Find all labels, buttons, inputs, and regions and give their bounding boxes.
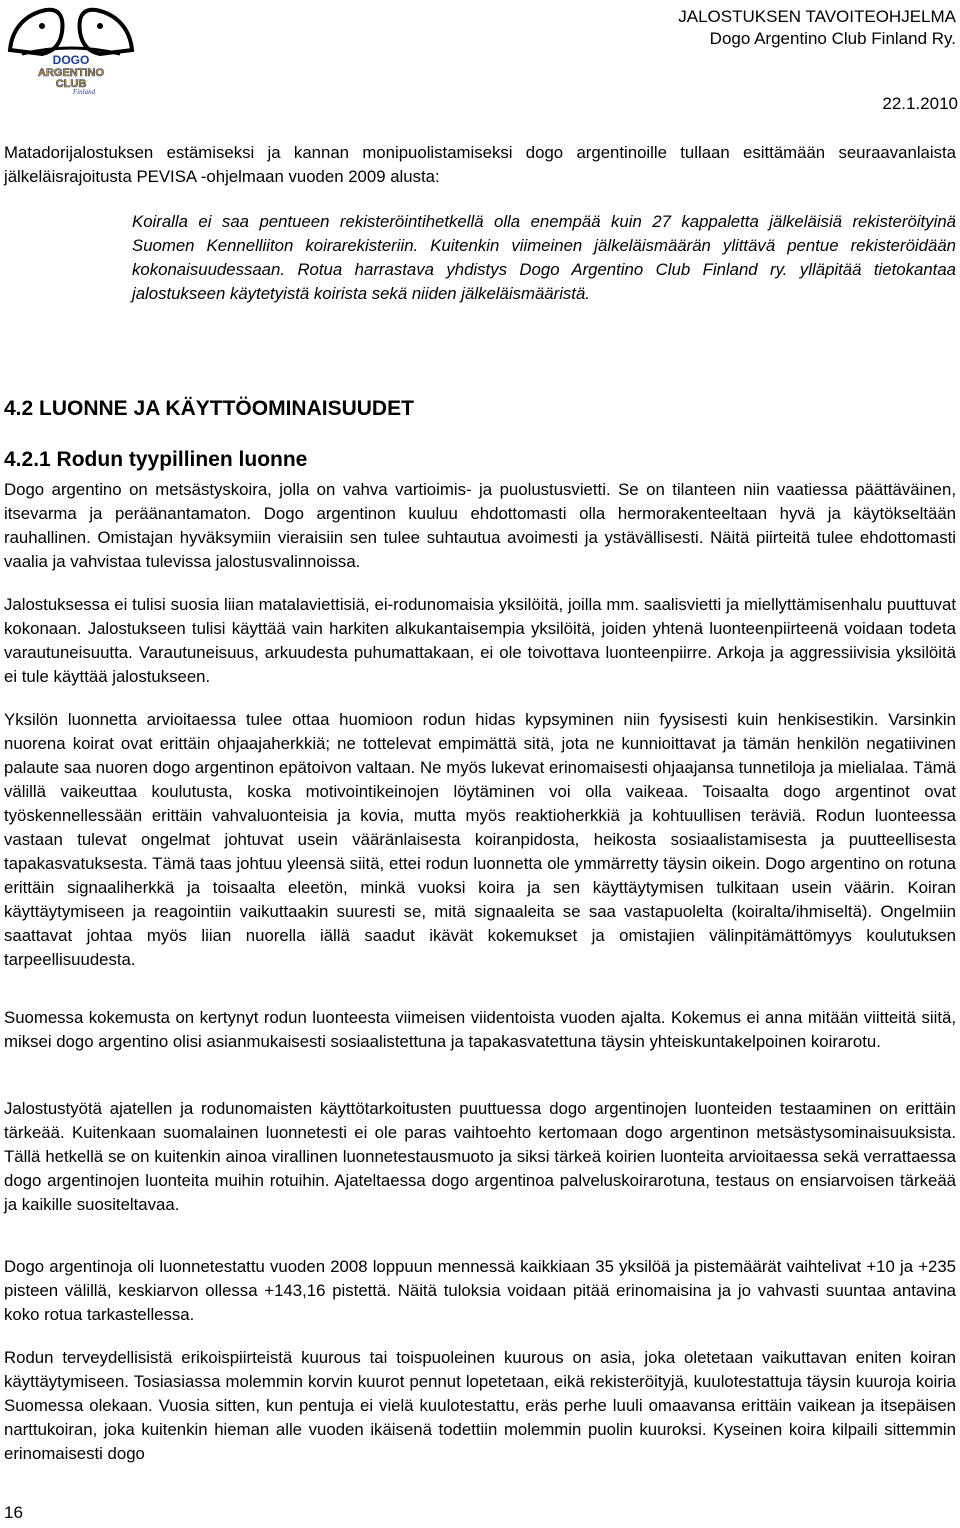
organization-name: Dogo Argentino Club Finland Ry.	[709, 29, 956, 48]
logo-text-argentino: ARGENTINO	[38, 67, 104, 79]
intro-paragraph: Matadorijalostuksen estämiseksi ja kannan monipuolistamiseksi dogo argentinoille tullaan esittämään seuraavanlaista jälkeläisrajoitusta PEVISA -ohjelmaan vuoden 2009 alusta:	[4, 143, 956, 186]
logo-text-club: CLUB	[55, 78, 87, 90]
body-paragraph: Yksilön luonnetta arvioitaessa tulee ottaa huomioon rodun hidas kypsyminen niin fyysisesti kuin henkisestikin. Varsinkin nuorena koirat ovat erittäin ohjaajaherkkiä; ne tottelevat empimättä sitä, jota ne kunnioittavat ja tämän henkilön negatiivinen palaute saa nuoren dogo argentinon epätoivon valtaan. Ne myös lukevat erinomaisesti ohjaajansa tunnetiloja ja mielialaa. Tämä välillä vaikeuttaa koulutusta, koska motivointikeinojen löytäminen voi olla vaikeaa. Toisaalta dogo argentinot ovat työskennellessään erittäin vahvaluonteisia ja kovia, mutta myös reaktioherkkiä ja kohtuullisen teräviä. Rodun luonteessa vastaan tulevat ongelmat johtuvat usein vääränlaisesta koiranpidosta, heikosta sosiaalistamisesta ja puutteellisesta tapakasvatuksesta. Tämä taas johtuu yleensä siitä, ettei rodun luonnetta ole ymmärretty täysin oikein. Dogo argentino on rotuna erittäin signaaliherkkä ja toisaalta eleetön, minkä vuoksi koira ja sen käyttäytymisen tulkitaan usein väärin. Koiran käyttäytymiseen ja reagointiin vaikuttaakin suuresti se, mitä signaaleita se saa vastapuolelta (koiralta/ihmiseltä). Ongelmiin saattavat johtaa myös liian nuorella iällä saadut ikävät kokemukset ja omistajien välinpitämättömyys koulutuksen tarpeellisuudesta.	[4, 710, 956, 969]
document-date: 22.1.2010	[882, 94, 958, 113]
body-paragraph: Dogo argentino on metsästyskoira, jolla on vahva vartioimis- ja puolustusvietti. Se on tilanteen niin vaatiessa päättäväinen, itsevarma ja peräänantamaton. Dogo argentinon kuuluu ehdottomasti olla hermorakenteeltaan hyvä ja käytökseltään rauhallinen. Omistajan hyväksymiin vieraisiin sen tulee suhtautua avoimesti ja ystävällisesti. Näitä piirteitä tulee ehdottomasti vaalia ja vahvistaa tulevissa jalostusvalinnoissa.	[4, 480, 956, 571]
body-paragraph: Dogo argentinoja oli luonnetestattu vuoden 2008 loppuun mennessä kaikkiaan 35 yksilöä ja pistemäärät vaihtelivat +10 ja +235 pisteen välillä, keskiarvon ollessa +143,16 pistettä. Näitä tuloksia voidaan pitää erinomaisina ja jo vahvasti suuntaa antavina koko rotua tarkastellessa.	[4, 1257, 956, 1324]
logo-text-finland: Finland	[72, 88, 96, 94]
document-header	[678, 6, 956, 50]
pevisa-rule-quote: Koiralla ei saa pentueen rekisteröintihetkellä olla enempää kuin 27 kappaletta jälkeläisiä rekisteröityinä Suomen Kennelliiton koirarekisteriin. Kuitenkin viimeinen jälkeläismäärän ylittävä pentue rekisteröidään kokonaisuudessaan. Rotua harrastava yhdistys Dogo Argentino Club Finland ry. ylläpitää tietokantaa jalostukseen käytetyistä koirista sekä niiden jälkeläismääristä.	[132, 212, 956, 303]
logo-text-dogo: DOGO	[52, 53, 90, 67]
page-number: 16	[4, 1503, 23, 1522]
body-paragraph: Jalostuksessa ei tulisi suosia liian matalaviettisiä, ei-rodunomaisia yksilöitä, joilla mm. saalisvietti ja miellyttämisenhalu puuttuvat kokonaan. Jalostukseen tulisi käyttää vain harkiten alkukantaisempia yksilöitä, joiden yhtenä luonteenpiirteenä voidaan todeta varautuneisuutta. Varautuneisuus, arkuudesta puhumattakaan, ei ole toivottava luonteenpiirre. Arkoja ja aggressiivisia yksilöitä ei tule käyttää jalostukseen.	[4, 595, 956, 686]
section-heading: 4.2 LUONNE JA KÄYTTÖOMINAISUUDET	[4, 397, 414, 420]
subsection-heading: 4.2.1 Rodun tyypillinen luonne	[4, 448, 308, 471]
body-paragraph: Suomessa kokemusta on kertynyt rodun luonteesta viimeisen viidentoista vuoden ajalta. Kokemus ei anna mitään viitteitä siitä, miksei dogo argentino olisi asianmukaisesti sosiaalistettuna ja tapakasvatettuna täysin yhteiskuntakelpoinen koirarotu.	[4, 1008, 956, 1051]
body-paragraph: Rodun terveydellisistä erikoispiirteistä kuurous tai toispuoleinen kuurous on asia, joka oletetaan vaikuttavan eniten koiran käyttäytymiseen. Tosiasiassa molemmin korvin kuurot pennut lopetetaan, eikä rekisteröityjä, kuulotestattuja täysin kuuroja koiria Suomessa olekaan. Vuosia sitten, kun pentuja ei vielä kuulotestattu, eräs perhe luuli omaavansa erittäin vaikean ja itsepäisen narttukoiran, joka kuitenkin hieman alle vuoden ikäisenä todettiin molemmin puolin kuuroksi. Kyseinen koira kilpaili sittemmin erinomaisesti dogo	[4, 1348, 956, 1463]
club-logo	[2, 2, 140, 94]
document-title: JALOSTUKSEN TAVOITEOHJELMA	[678, 7, 956, 26]
body-paragraph: Jalostustyötä ajatellen ja rodunomaisten käyttötarkoitusten puuttuessa dogo argentinojen luonteiden testaaminen on erittäin tärkeää. Kuitenkaan suomalainen luonnetesti ei ole paras vaihtoehto kertomaan dogo argentinon metsästysominaisuuksista. Tällä hetkellä se on kuitenkin ainoa virallinen luonnetestausmuoto ja siksi tärkeä koirien luonteita arvioitaessa sekä verrattaessa dogo argentinojen luonteita muihin rotuihin. Ajateltaessa dogo argentinoa palveluskoirarotuna, testaus on ensiarvoisen tärkeää ja kaikille suositeltavaa.	[4, 1099, 956, 1214]
